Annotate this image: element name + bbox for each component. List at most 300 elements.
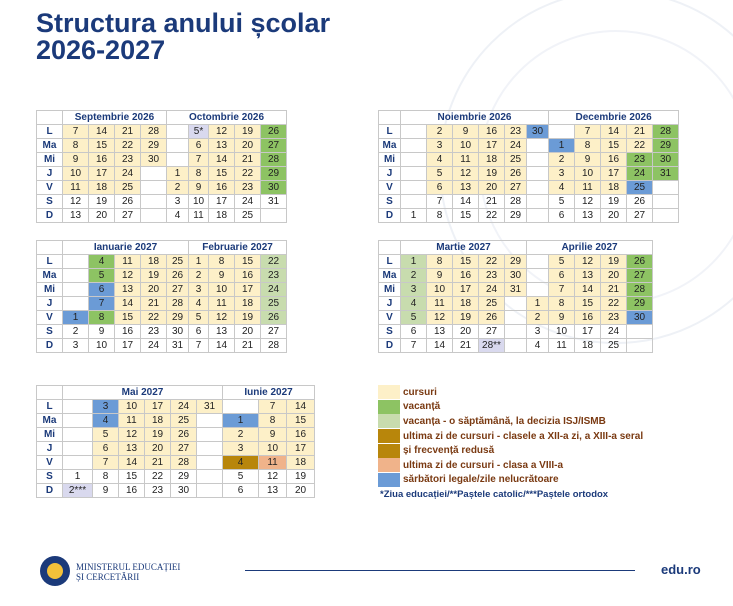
day-row <box>37 153 339 167</box>
day-cell: 23 <box>115 153 141 167</box>
day-cell: 10 <box>209 283 235 297</box>
day-cell: 4 <box>223 456 259 470</box>
legend-item <box>378 385 643 400</box>
day-cell <box>401 139 427 153</box>
day-row <box>379 255 679 269</box>
day-cell: 25 <box>261 297 287 311</box>
day-cell: 14 <box>601 125 627 139</box>
day-cell <box>261 209 287 223</box>
day-cell: 12 <box>453 167 479 181</box>
day-cell: 22 <box>627 139 653 153</box>
day-cell: 7 <box>189 339 209 353</box>
day-cell: 18 <box>575 339 601 353</box>
day-cell: 8 <box>189 167 209 181</box>
day-cell <box>401 195 427 209</box>
day-cell: 19 <box>601 195 627 209</box>
day-cell: 18 <box>479 153 505 167</box>
day-label: S <box>379 325 401 339</box>
day-cell: 21 <box>235 339 261 353</box>
day-cell: 22 <box>141 311 167 325</box>
day-cell: 28** <box>479 339 505 353</box>
day-cell: 1 <box>401 255 427 269</box>
calendar-table <box>36 385 343 498</box>
day-label: Mi <box>379 283 401 297</box>
day-row <box>37 470 343 484</box>
calendar-corner <box>379 111 401 125</box>
footer-website[interactable]: edu.ro <box>661 562 701 577</box>
day-cell: 29 <box>261 167 287 181</box>
day-cell: 24 <box>627 167 653 181</box>
day-label: Mi <box>37 283 63 297</box>
day-cell: 24 <box>261 283 287 297</box>
day-cell: 13 <box>427 325 453 339</box>
day-row <box>37 311 339 325</box>
day-row <box>37 297 339 311</box>
day-cell: 29 <box>505 255 527 269</box>
day-cell <box>197 470 223 484</box>
day-cell <box>505 311 527 325</box>
day-cell <box>505 297 527 311</box>
day-cell: 17 <box>575 325 601 339</box>
day-cell: 3 <box>93 400 119 414</box>
day-cell: 2 <box>549 153 575 167</box>
day-cell: 25 <box>115 181 141 195</box>
day-cell <box>63 297 89 311</box>
day-cell: 30 <box>261 181 287 195</box>
calendar-table <box>36 240 339 353</box>
day-cell <box>401 181 427 195</box>
day-row <box>37 139 339 153</box>
day-row <box>379 125 679 139</box>
day-cell <box>653 195 679 209</box>
day-cell: 8 <box>93 470 119 484</box>
day-cell: 26 <box>505 167 527 181</box>
day-cell: 15 <box>453 209 479 223</box>
day-cell: 16 <box>119 484 145 498</box>
day-cell: 15 <box>575 297 601 311</box>
day-cell: 1 <box>63 311 89 325</box>
day-cell: 31 <box>167 339 189 353</box>
day-cell: 14 <box>427 339 453 353</box>
day-cell: 17 <box>479 139 505 153</box>
day-label: V <box>379 311 401 325</box>
day-cell: 29 <box>167 311 189 325</box>
day-row <box>37 283 339 297</box>
day-cell: 17 <box>287 442 315 456</box>
legend-swatch <box>378 444 400 458</box>
day-cell: 11 <box>119 414 145 428</box>
legend-swatch <box>378 385 400 399</box>
day-cell: 26 <box>171 428 197 442</box>
day-cell <box>63 428 93 442</box>
day-label: L <box>37 400 63 414</box>
day-cell: 14 <box>209 153 235 167</box>
day-cell: 3 <box>167 195 189 209</box>
day-label: J <box>379 297 401 311</box>
day-cell: 18 <box>601 181 627 195</box>
calendar-corner <box>37 111 63 125</box>
day-cell <box>141 195 167 209</box>
day-cell: 12 <box>575 255 601 269</box>
day-cell: 19 <box>89 195 115 209</box>
day-cell: 11 <box>575 181 601 195</box>
day-cell: 10 <box>63 167 89 181</box>
day-cell <box>63 283 89 297</box>
day-cell: 9 <box>209 269 235 283</box>
day-cell: 25 <box>167 255 189 269</box>
day-cell: 23 <box>141 325 167 339</box>
day-cell: 26 <box>167 269 189 283</box>
day-cell: 4 <box>427 153 453 167</box>
day-cell: 8 <box>259 414 287 428</box>
calendar-table <box>36 110 339 223</box>
day-cell: 7 <box>63 125 89 139</box>
day-cell: 22 <box>145 470 171 484</box>
day-row <box>37 456 343 470</box>
day-row <box>379 283 679 297</box>
month-name: Octombrie 2026 <box>167 111 287 125</box>
day-cell: 4 <box>527 339 549 353</box>
day-cell: 4 <box>189 297 209 311</box>
day-cell: 13 <box>575 209 601 223</box>
day-cell: 18 <box>235 297 261 311</box>
day-cell: 25 <box>601 339 627 353</box>
day-cell <box>505 325 527 339</box>
day-cell: 26 <box>115 195 141 209</box>
day-cell: 19 <box>235 125 261 139</box>
day-cell: 18 <box>145 414 171 428</box>
title-line-1: Structura anului școlar <box>36 8 331 38</box>
day-cell: 3 <box>223 442 259 456</box>
day-cell: 19 <box>145 428 171 442</box>
day-cell: 27 <box>505 181 527 195</box>
day-cell: 18 <box>141 255 167 269</box>
day-cell: 15 <box>287 414 315 428</box>
day-cell: 16 <box>235 269 261 283</box>
day-cell: 21 <box>453 339 479 353</box>
day-cell: 7 <box>89 297 115 311</box>
day-cell <box>401 153 427 167</box>
day-cell: 16 <box>479 125 505 139</box>
day-cell: 10 <box>575 167 601 181</box>
day-cell: 28 <box>653 125 679 139</box>
day-cell: 1 <box>223 414 259 428</box>
day-cell: 30 <box>505 269 527 283</box>
day-label: J <box>37 442 63 456</box>
day-label: D <box>379 339 401 353</box>
day-cell: 31 <box>505 283 527 297</box>
day-cell: 18 <box>453 297 479 311</box>
day-cell: 5 <box>223 470 259 484</box>
day-cell: 29 <box>505 209 527 223</box>
day-cell: 14 <box>287 400 315 414</box>
legend-label: vacanță <box>403 401 441 413</box>
footnote: *Ziua educației/**Paștele catolic/***Paștele ortodox <box>380 489 609 500</box>
day-row <box>37 125 339 139</box>
day-cell: 9 <box>549 311 575 325</box>
day-label: Ma <box>37 269 63 283</box>
day-cell: 8 <box>209 255 235 269</box>
day-row <box>37 255 339 269</box>
day-cell: 17 <box>209 195 235 209</box>
day-cell <box>197 428 223 442</box>
day-cell: 10 <box>189 195 209 209</box>
day-cell: 20 <box>601 269 627 283</box>
day-label: D <box>37 484 63 498</box>
day-cell <box>401 167 427 181</box>
day-label: Mi <box>37 153 63 167</box>
day-cell: 17 <box>235 283 261 297</box>
day-row <box>379 139 679 153</box>
day-cell: 4 <box>401 297 427 311</box>
day-cell: 11 <box>115 255 141 269</box>
day-cell: 6 <box>189 325 209 339</box>
day-cell: 24 <box>235 195 261 209</box>
day-cell: 24 <box>141 339 167 353</box>
month-name: Martie 2027 <box>401 241 527 255</box>
day-cell: 5 <box>401 311 427 325</box>
day-cell: 27 <box>479 325 505 339</box>
day-cell <box>167 139 189 153</box>
day-cell: 27 <box>115 209 141 223</box>
day-cell: 24 <box>115 167 141 181</box>
day-cell: 30 <box>171 484 197 498</box>
day-cell: 13 <box>115 283 141 297</box>
day-cell: 25 <box>505 153 527 167</box>
day-cell: 14 <box>89 125 115 139</box>
day-cell <box>223 400 259 414</box>
day-label: J <box>379 167 401 181</box>
day-cell: 13 <box>575 269 601 283</box>
day-cell <box>527 167 549 181</box>
day-cell: 7 <box>189 153 209 167</box>
day-cell: 23 <box>235 181 261 195</box>
day-cell: 9 <box>427 269 453 283</box>
day-cell: 3 <box>427 139 453 153</box>
day-cell: 6 <box>549 269 575 283</box>
day-cell: 5 <box>189 311 209 325</box>
day-cell: 17 <box>145 400 171 414</box>
day-row <box>37 209 339 223</box>
day-cell: 30 <box>527 125 549 139</box>
day-label: V <box>37 311 63 325</box>
day-label: J <box>37 297 63 311</box>
day-cell: 4 <box>549 181 575 195</box>
day-row <box>37 339 339 353</box>
day-cell: 14 <box>209 339 235 353</box>
day-cell: 24 <box>479 283 505 297</box>
day-cell: 20 <box>601 209 627 223</box>
day-cell: 3 <box>189 283 209 297</box>
day-cell: 21 <box>627 125 653 139</box>
day-cell: 24 <box>505 139 527 153</box>
day-cell <box>141 209 167 223</box>
day-cell: 3 <box>549 167 575 181</box>
day-cell <box>527 255 549 269</box>
day-cell: 29 <box>141 139 167 153</box>
day-cell: 13 <box>209 139 235 153</box>
day-cell: 30 <box>141 153 167 167</box>
month-name: Decembrie 2026 <box>549 111 679 125</box>
day-cell <box>401 125 427 139</box>
day-cell: 16 <box>209 181 235 195</box>
day-cell <box>167 125 189 139</box>
day-cell: 29 <box>171 470 197 484</box>
day-cell: 20 <box>453 325 479 339</box>
day-cell: 8 <box>575 139 601 153</box>
day-label: D <box>37 339 63 353</box>
day-cell <box>197 442 223 456</box>
day-cell: 23 <box>479 269 505 283</box>
day-cell <box>653 181 679 195</box>
day-cell: 15 <box>119 470 145 484</box>
day-cell: 20 <box>287 484 315 498</box>
day-cell: 12 <box>115 269 141 283</box>
footer-divider <box>245 570 635 571</box>
day-label: D <box>379 209 401 223</box>
day-cell: 18 <box>89 181 115 195</box>
day-label: S <box>37 325 63 339</box>
day-cell: 17 <box>115 339 141 353</box>
day-cell: 21 <box>145 456 171 470</box>
day-cell: 12 <box>63 195 89 209</box>
day-label: J <box>37 167 63 181</box>
day-cell: 9 <box>259 428 287 442</box>
day-cell: 16 <box>575 311 601 325</box>
day-cell: 15 <box>453 255 479 269</box>
day-cell: 21 <box>141 297 167 311</box>
legend-item <box>378 400 643 415</box>
day-cell: 1 <box>63 470 93 484</box>
day-cell: 27 <box>167 283 189 297</box>
day-cell <box>627 325 653 339</box>
day-cell: 10 <box>119 400 145 414</box>
calendar-block <box>36 240 339 353</box>
legend <box>378 385 643 487</box>
day-cell: 15 <box>235 255 261 269</box>
legend-item <box>378 458 643 473</box>
day-cell: 31 <box>197 400 223 414</box>
day-row <box>37 325 339 339</box>
day-cell: 20 <box>141 283 167 297</box>
day-cell: 9 <box>453 125 479 139</box>
day-cell: 10 <box>453 139 479 153</box>
day-cell: 3 <box>401 283 427 297</box>
day-label: Mi <box>379 153 401 167</box>
month-name: Iunie 2027 <box>223 386 315 400</box>
day-cell: 30 <box>627 311 653 325</box>
day-cell: 10 <box>259 442 287 456</box>
day-row <box>379 195 679 209</box>
legend-label: ultima zi de cursuri - clasa a VIII-a <box>403 459 564 471</box>
calendar-corner <box>379 241 401 255</box>
day-cell: 16 <box>115 325 141 339</box>
day-row <box>37 269 339 283</box>
day-cell: 9 <box>63 153 89 167</box>
day-cell: 1 <box>189 255 209 269</box>
day-cell: 26 <box>261 311 287 325</box>
day-cell <box>653 209 679 223</box>
day-cell <box>197 414 223 428</box>
day-cell: 8 <box>89 311 115 325</box>
day-cell: 12 <box>119 428 145 442</box>
day-row <box>379 325 679 339</box>
day-row <box>37 195 339 209</box>
day-cell <box>141 167 167 181</box>
day-cell: 7 <box>549 283 575 297</box>
day-row <box>37 484 343 498</box>
day-cell: 19 <box>287 470 315 484</box>
legend-label: vacanța - o săptămână, la decizia ISJ/ISMB <box>403 415 606 427</box>
day-label: D <box>37 209 63 223</box>
day-cell: 13 <box>453 181 479 195</box>
day-cell: 21 <box>601 283 627 297</box>
legend-swatch <box>378 414 400 428</box>
day-cell: 9 <box>89 325 115 339</box>
day-cell: 20 <box>479 181 505 195</box>
day-cell: 22 <box>479 209 505 223</box>
legend-item <box>378 473 643 488</box>
day-cell: 15 <box>601 139 627 153</box>
day-cell: 2 <box>527 311 549 325</box>
day-cell: 15 <box>209 167 235 181</box>
day-row <box>379 167 679 181</box>
month-name: Ianuarie 2027 <box>63 241 189 255</box>
day-cell: 25 <box>235 209 261 223</box>
day-cell: 11 <box>453 153 479 167</box>
day-cell: 6 <box>549 209 575 223</box>
day-cell: 20 <box>145 442 171 456</box>
legend-label: și frecvență redusă <box>403 445 495 457</box>
day-cell: 19 <box>235 311 261 325</box>
calendar-block <box>36 110 339 223</box>
month-name: Noiembrie 2026 <box>401 111 549 125</box>
day-cell <box>527 269 549 283</box>
day-cell: 7 <box>401 339 427 353</box>
day-cell: 6 <box>223 484 259 498</box>
day-cell: 29 <box>653 139 679 153</box>
day-cell: 25 <box>627 181 653 195</box>
day-label: Ma <box>379 269 401 283</box>
legend-item <box>378 429 643 444</box>
day-row <box>37 400 343 414</box>
day-cell: 21 <box>235 153 261 167</box>
day-cell: 30 <box>653 153 679 167</box>
day-cell: 13 <box>209 325 235 339</box>
legend-item <box>378 443 643 458</box>
day-cell: 19 <box>453 311 479 325</box>
day-cell: 15 <box>115 311 141 325</box>
month-name: Mai 2027 <box>63 386 223 400</box>
day-cell: 11 <box>189 209 209 223</box>
day-cell: 2 <box>223 428 259 442</box>
legend-swatch <box>378 458 400 472</box>
day-cell: 8 <box>427 255 453 269</box>
calendar-corner <box>37 386 63 400</box>
day-cell: 20 <box>235 139 261 153</box>
day-row <box>37 442 343 456</box>
day-cell: 28 <box>167 297 189 311</box>
day-cell: 25 <box>479 297 505 311</box>
day-cell: 22 <box>479 255 505 269</box>
day-cell: 8 <box>549 297 575 311</box>
day-label: S <box>379 195 401 209</box>
day-cell <box>197 456 223 470</box>
day-cell: 14 <box>119 456 145 470</box>
day-label: V <box>379 181 401 195</box>
legend-label: cursuri <box>403 386 437 398</box>
day-cell: 27 <box>171 442 197 456</box>
